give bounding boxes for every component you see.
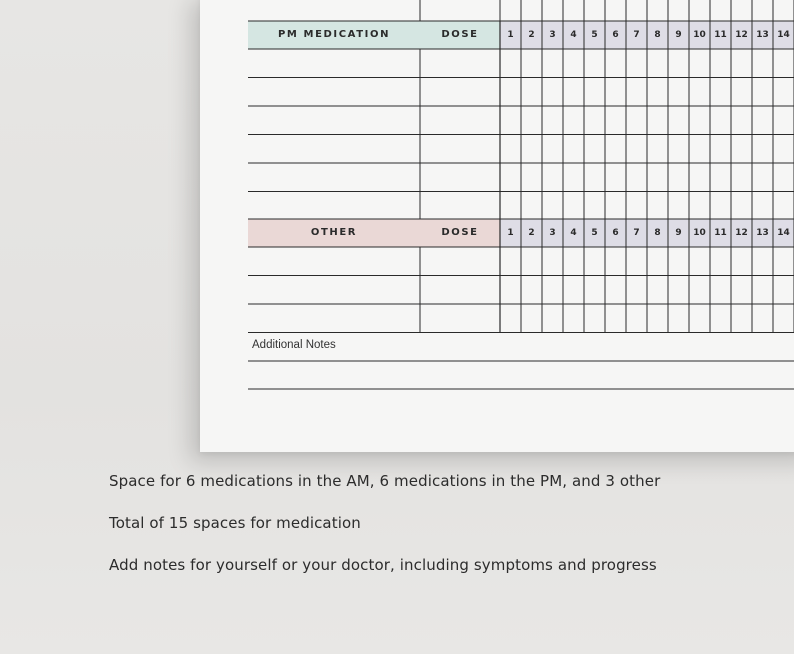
other-day-14: 14 bbox=[777, 228, 790, 238]
pm-day-3: 3 bbox=[549, 30, 556, 40]
pm-day-11: 11 bbox=[714, 30, 727, 40]
pm-day-12: 12 bbox=[735, 30, 748, 40]
caption-notes: Add notes for yourself or your doctor, including symptoms and progress bbox=[109, 556, 657, 574]
pm-day-5: 5 bbox=[591, 30, 598, 40]
other-day-1: 1 bbox=[507, 228, 514, 238]
pm-day-14: 14 bbox=[777, 30, 790, 40]
other-day-2: 2 bbox=[528, 228, 535, 238]
other-day-8: 8 bbox=[654, 228, 661, 238]
caption-medication-spaces: Space for 6 medications in the AM, 6 medications in the PM, and 3 other bbox=[109, 472, 661, 490]
pm-dose-header: DOSE bbox=[441, 29, 479, 40]
other-day-7: 7 bbox=[633, 228, 640, 238]
pm-day-8: 8 bbox=[654, 30, 661, 40]
other-day-6: 6 bbox=[612, 228, 619, 238]
other-day-4: 4 bbox=[570, 228, 577, 238]
other-day-9: 9 bbox=[675, 228, 682, 238]
tracker-sheet bbox=[200, 0, 794, 452]
other-day-12: 12 bbox=[735, 228, 748, 238]
additional-notes-label: Additional Notes bbox=[252, 339, 336, 351]
other-day-3: 3 bbox=[549, 228, 556, 238]
other-day-13: 13 bbox=[756, 228, 769, 238]
pm-day-1: 1 bbox=[507, 30, 514, 40]
other-header: OTHER bbox=[310, 227, 358, 238]
other-day-11: 11 bbox=[714, 228, 727, 238]
pm-day-7: 7 bbox=[633, 30, 640, 40]
caption-total-spaces: Total of 15 spaces for medication bbox=[109, 514, 361, 532]
pm-medication-header: PM MEDICATION bbox=[277, 29, 391, 40]
other-day-5: 5 bbox=[591, 228, 598, 238]
pm-day-13: 13 bbox=[756, 30, 769, 40]
pm-day-6: 6 bbox=[612, 30, 619, 40]
pm-day-10: 10 bbox=[693, 30, 706, 40]
other-day-10: 10 bbox=[693, 228, 706, 238]
other-dose-header: DOSE bbox=[441, 227, 479, 238]
pm-day-9: 9 bbox=[675, 30, 682, 40]
pm-day-2: 2 bbox=[528, 30, 535, 40]
pm-day-4: 4 bbox=[570, 30, 577, 40]
